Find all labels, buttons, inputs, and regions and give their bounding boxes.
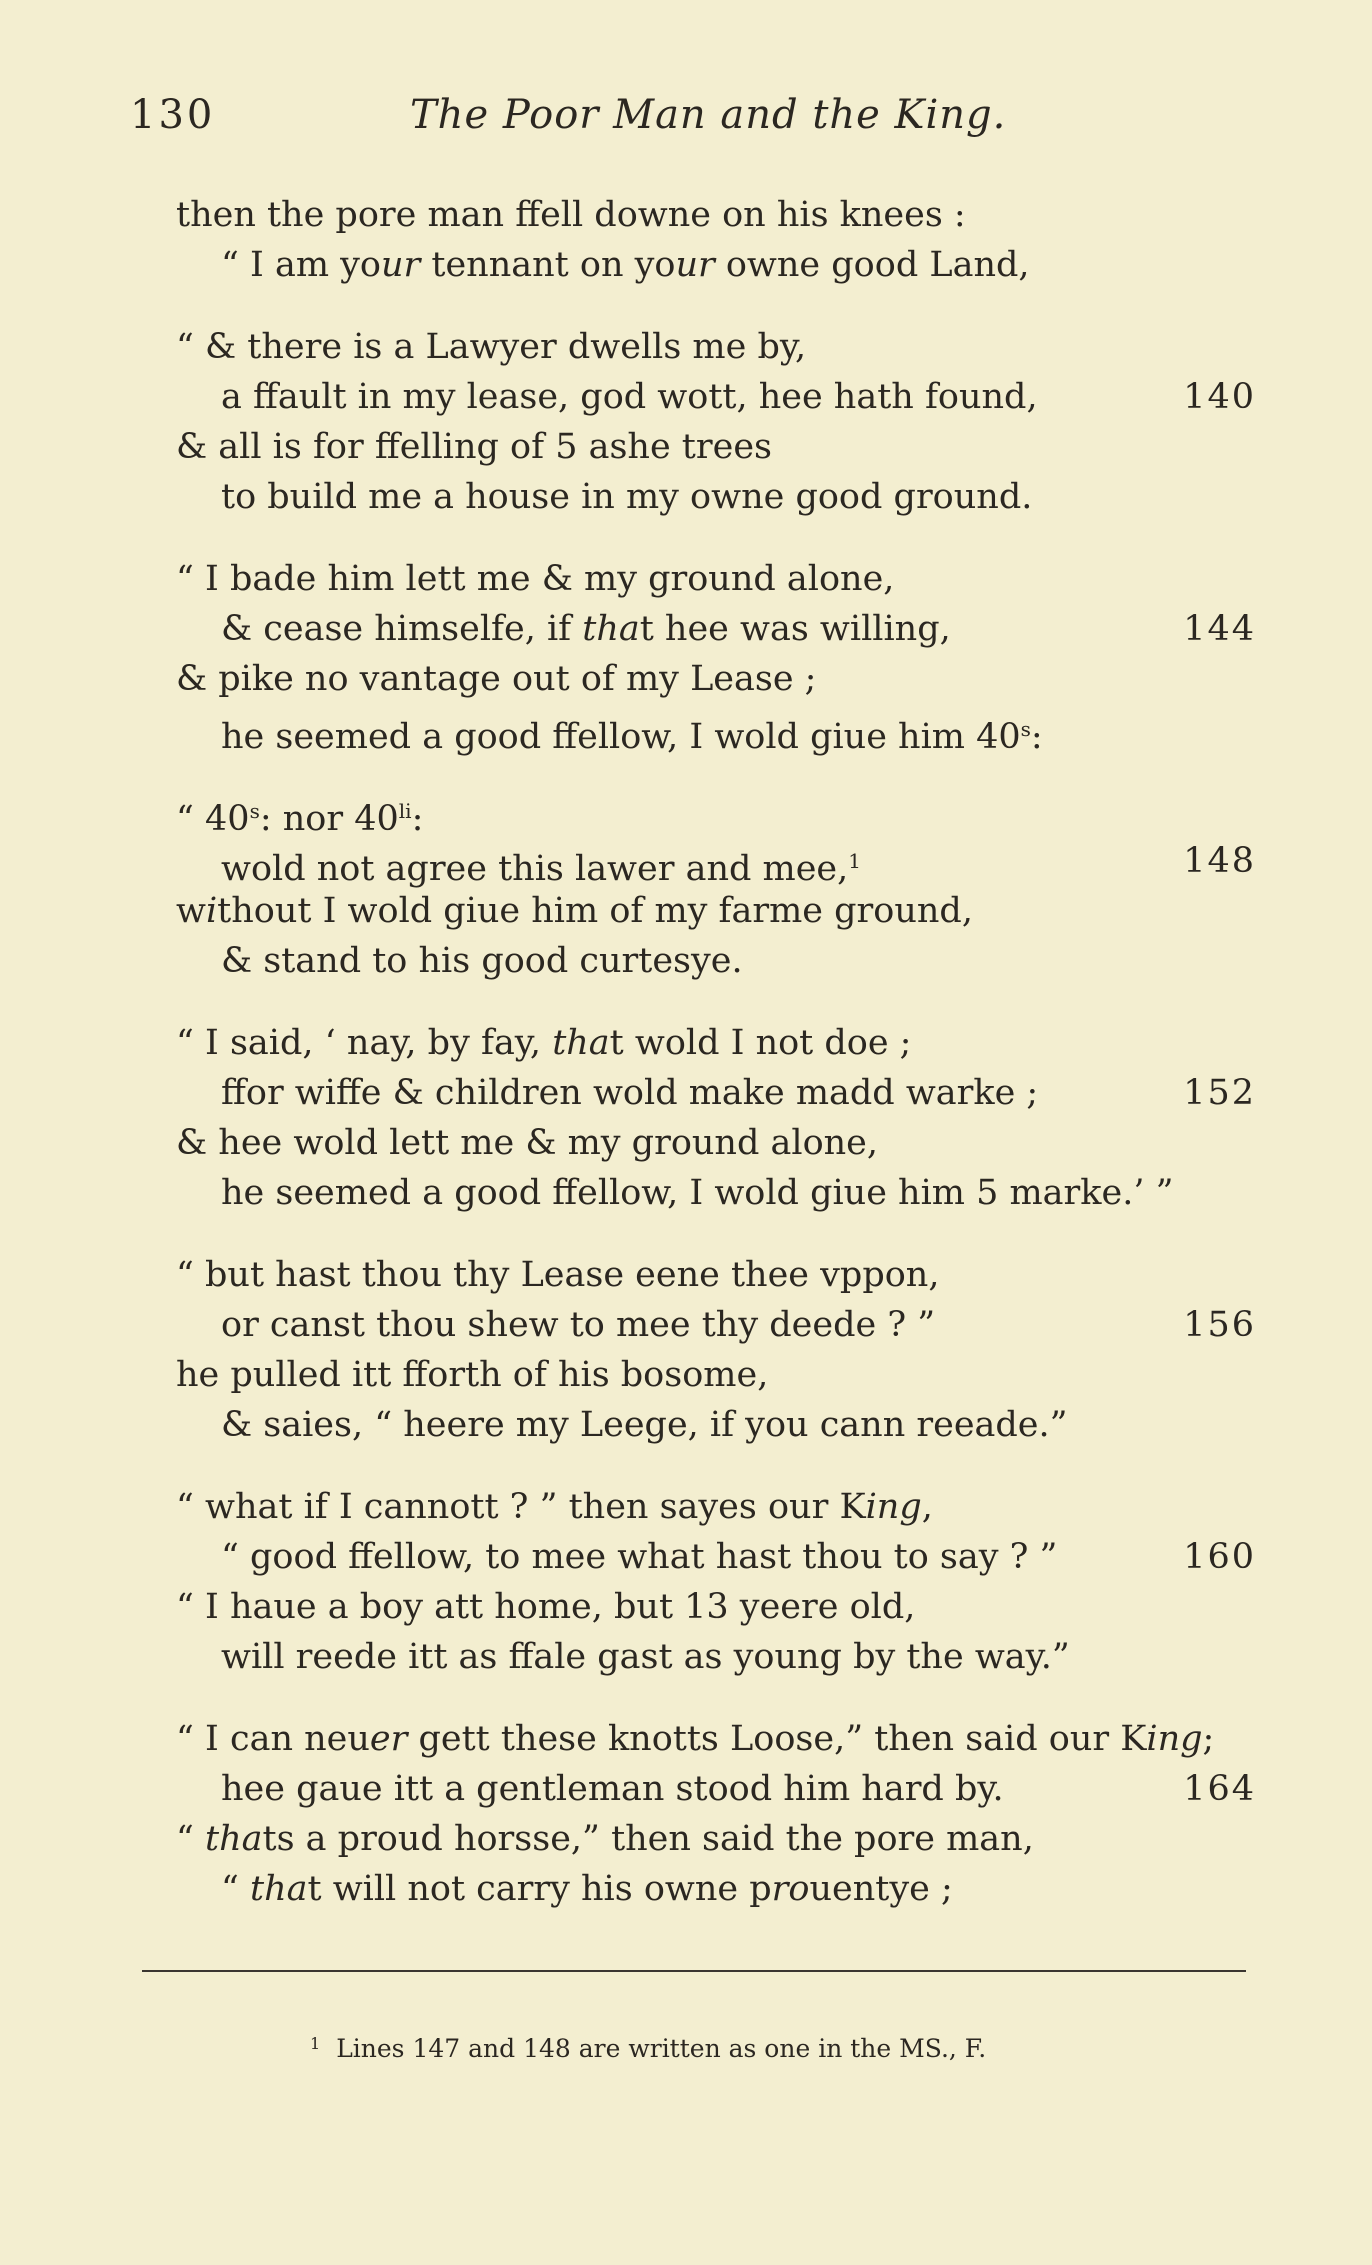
expanded-abbreviation: ro <box>771 1869 810 1909</box>
verse-text: : <box>411 799 424 839</box>
expanded-abbreviation: tha <box>205 1819 263 1859</box>
line-number: 144 <box>1183 609 1256 649</box>
verse-line <box>176 1482 1256 1532</box>
verse-text: “ I haue a boy att home, but 13 yeere old, <box>176 1587 916 1627</box>
poem <box>176 190 1256 1914</box>
verse-text: “ good ffellow, to mee what hast thou to say ? ” <box>221 1537 1058 1577</box>
verse-text: “ 40 <box>176 799 250 839</box>
verse-line <box>176 936 1256 986</box>
verse-text: a ffault in my lease, god wott, hee hath found, <box>221 377 1038 417</box>
verse-line <box>176 1632 1256 1682</box>
verse-text: uentye ; <box>809 1869 953 1909</box>
expanded-abbreviation: er <box>369 1719 408 1759</box>
verse-text: he pulled itt fforth of his bosome, <box>176 1355 769 1395</box>
verse-line <box>176 422 1256 472</box>
footnote-reference: 1 <box>848 849 861 873</box>
footnote-marker: 1 <box>310 2034 321 2053</box>
line-number: 152 <box>1183 1073 1256 1113</box>
verse-text: & all is for ffelling of 5 ashe trees <box>176 427 772 467</box>
verse-line <box>176 322 1256 372</box>
verse-line <box>176 1168 1256 1218</box>
expanded-abbreviation: tha <box>582 609 640 649</box>
verse-line <box>176 886 1256 936</box>
verse-line <box>176 1582 1256 1632</box>
verse-text: “ <box>221 1869 251 1909</box>
verse-text: : nor 40 <box>259 799 399 839</box>
verse-text: ts a proud horsse,” then said the pore man, <box>262 1819 1034 1859</box>
superscript: s <box>1020 717 1031 741</box>
verse-text: “ I bade him lett me & my ground alone, <box>176 559 895 599</box>
verse-line <box>176 1764 1256 1814</box>
stanza <box>176 1714 1256 1914</box>
verse-text: : <box>1030 717 1043 757</box>
page-number: 130 <box>130 92 216 138</box>
verse-text: “ & there is a Lawyer dwells me by, <box>176 327 807 367</box>
stanza <box>176 190 1256 290</box>
line-number: 140 <box>1183 377 1256 417</box>
verse-text: owne good Land, <box>714 245 1030 285</box>
superscript: s <box>249 799 260 823</box>
verse-line <box>176 1814 1256 1864</box>
verse-text: t will not carry his owne p <box>307 1869 772 1909</box>
stanza <box>176 322 1256 522</box>
stanza <box>176 1482 1256 1682</box>
footnote <box>310 2024 986 2069</box>
verse-line <box>176 1864 1256 1914</box>
line-number: 160 <box>1183 1537 1256 1577</box>
verse-text: “ but hast thou thy Lease eene thee vppon, <box>176 1255 940 1295</box>
verse-text: to build me a house in my owne good ground. <box>221 477 1033 517</box>
line-number: 148 <box>1183 841 1256 881</box>
verse-line <box>176 472 1256 522</box>
stanza <box>176 786 1256 986</box>
verse-text: & cease himselfe, if <box>221 609 583 649</box>
verse-text: then the pore man ffell downe on his knees : <box>176 195 966 235</box>
verse-text: gett these knotts Loose,” then said our K <box>407 1719 1147 1759</box>
verse-line <box>176 1532 1256 1582</box>
page-header <box>130 92 1250 152</box>
footnote-divider <box>142 1970 1246 1972</box>
verse-text: tennant on yo <box>420 245 676 285</box>
verse-text: “ I said, ‘ nay, by fay, <box>176 1023 553 1063</box>
expanded-abbreviation: i <box>205 891 218 931</box>
verse-line <box>176 704 1256 757</box>
expanded-abbreviation: ing <box>1146 1719 1203 1759</box>
verse-line <box>176 190 1256 240</box>
verse-text: “ <box>176 1819 206 1859</box>
verse-line <box>176 654 1256 704</box>
expanded-abbreviation: ur <box>675 245 715 285</box>
verse-text: t hee was willing, <box>639 609 951 649</box>
verse-text: “ I can neu <box>176 1719 370 1759</box>
verse-text: “ what if I cannott ? ” then sayes our K <box>176 1487 866 1527</box>
footnote-text: Lines 147 and 148 are written as one in the MS., F. <box>336 2034 987 2063</box>
verse-text: ; <box>1202 1719 1215 1759</box>
running-title: The Poor Man and the King. <box>410 92 1007 138</box>
verse-text: thout I wold giue him of my farme ground, <box>217 891 973 931</box>
verse-line <box>176 1118 1256 1168</box>
verse-line <box>176 1250 1256 1300</box>
expanded-abbreviation: ur <box>381 245 421 285</box>
verse-text: ffor wiffe & children wold make madd warke ; <box>221 1073 1039 1113</box>
verse-line <box>176 1350 1256 1400</box>
verse-line <box>176 786 1256 839</box>
verse-text: & saies, “ heere my Leege, if you cann reeade.” <box>221 1405 1068 1445</box>
stanza <box>176 1250 1256 1450</box>
verse-text: will reede itt as ffale gast as young by the way.” <box>221 1637 1070 1677</box>
verse-text: he seemed a good ffellow, I wold giue him 5 marke.’ ” <box>221 1173 1174 1213</box>
verse-text: & pike no vantage out of my Lease ; <box>176 659 817 699</box>
stanza <box>176 1018 1256 1218</box>
line-number: 164 <box>1183 1769 1256 1809</box>
verse-line <box>176 604 1256 654</box>
verse-text: wold not agree this lawer and mee, <box>221 849 849 889</box>
superscript: li <box>398 799 412 823</box>
verse-line <box>176 1400 1256 1450</box>
verse-line <box>176 1300 1256 1350</box>
verse-text: “ I am yo <box>221 245 381 285</box>
verse-text: or canst thou shew to mee thy deede ? ” <box>221 1305 936 1345</box>
verse-text: & hee wold lett me & my ground alone, <box>176 1123 879 1163</box>
expanded-abbreviation: ing <box>865 1487 922 1527</box>
verse-text: hee gaue itt a gentleman stood him hard by. <box>221 1769 1004 1809</box>
verse-line <box>176 1068 1256 1118</box>
verse-text: t wold I not doe ; <box>609 1023 912 1063</box>
stanza <box>176 554 1256 757</box>
verse-text: he seemed a good ffellow, I wold giue him 40 <box>221 717 1021 757</box>
line-number: 156 <box>1183 1305 1256 1345</box>
expanded-abbreviation: tha <box>250 1869 308 1909</box>
verse-line <box>176 240 1256 290</box>
verse-line <box>176 1714 1256 1764</box>
verse-text: w <box>176 891 206 931</box>
verse-text: & stand to his good curtesye. <box>221 941 743 981</box>
verse-text: , <box>921 1487 933 1527</box>
verse-line <box>176 1018 1256 1068</box>
verse-line <box>176 836 1256 889</box>
verse-line <box>176 372 1256 422</box>
expanded-abbreviation: tha <box>552 1023 610 1063</box>
verse-line <box>176 554 1256 604</box>
